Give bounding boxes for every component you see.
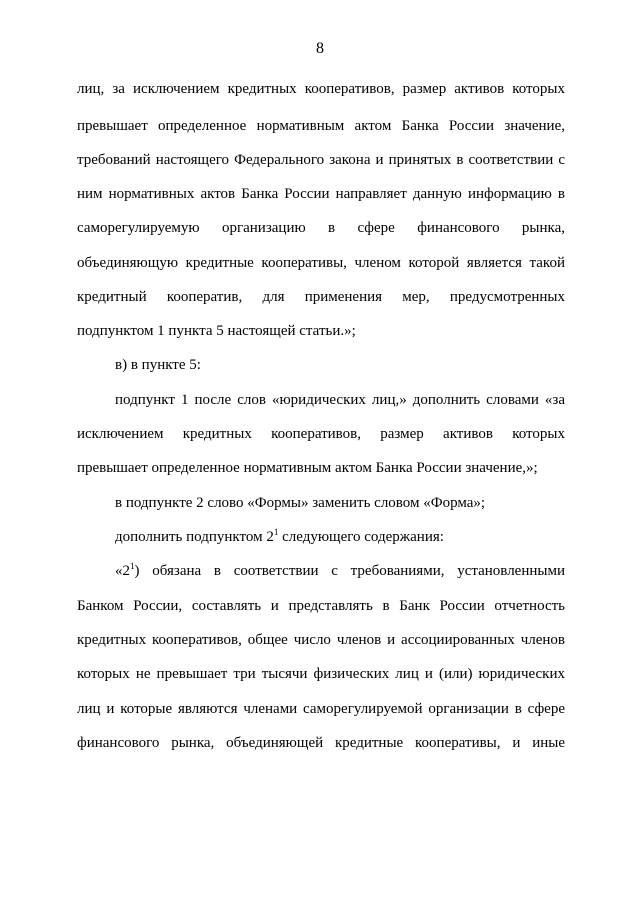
text-line: превышает определенное нормативным актом Банка России значение, [77, 118, 565, 134]
text-line: финансового рынка, объединяющей кредитные кооперативы, и иные [77, 735, 565, 751]
text-line: которых не превышает три тысячи физических лиц и (или) юридических [77, 666, 565, 682]
text-line: лиц, за исключением кредитных кооперативов, размер активов которых [77, 81, 565, 97]
text-fragment: дополнить подпунктом 2 [115, 529, 274, 545]
text-line: подпунктом 1 пункта 5 настоящей статьи.»; [77, 323, 356, 339]
superscript: 1 [273, 527, 279, 537]
text-line: в подпункте 2 слово «Формы» заменить словом «Форма»; [115, 495, 486, 511]
text-line: кредитных кооперативов, общее число членов и ассоциированных членов [77, 632, 565, 648]
text-line [115, 561, 565, 581]
text-fragment: следующего содержания: [278, 529, 444, 545]
text-fragment: «$2^1$ [115, 561, 135, 579]
text-line: кредитный кооператив, для применения мер, предусмотренных [77, 289, 565, 305]
text-fragment: ) обязана в соответствии с требованиями, установленными [134, 563, 565, 579]
text-line: Банком России, составлять и представлять в Банк России отчетность [77, 598, 565, 614]
text-line: исключением кредитных кооперативов, размер активов которых [77, 426, 565, 442]
page-number: 8 [316, 40, 324, 57]
text-line: лиц и которые являются членами саморегулируемой организации в сфере [77, 701, 565, 717]
text-line: подпункт 1 после слов «юридических лиц,» дополнить словами «за [115, 392, 565, 408]
text-line: требований настоящего Федерального закона и принятых в соответствии с [77, 152, 565, 168]
superscript: 1 [130, 561, 135, 571]
text-line: саморегулируемую организацию в сфере финансового рынка, [77, 220, 565, 236]
text-line: в) в пункте 5: [115, 357, 201, 373]
text-line: превышает определенное нормативным актом Банка России значение,»; [77, 460, 538, 476]
text-line [115, 527, 565, 547]
text-line: ним нормативных актов Банка России направляет данную информацию в [77, 186, 565, 202]
text-line: объединяющую кредитные кооперативы, членом которой является такой [77, 255, 565, 271]
